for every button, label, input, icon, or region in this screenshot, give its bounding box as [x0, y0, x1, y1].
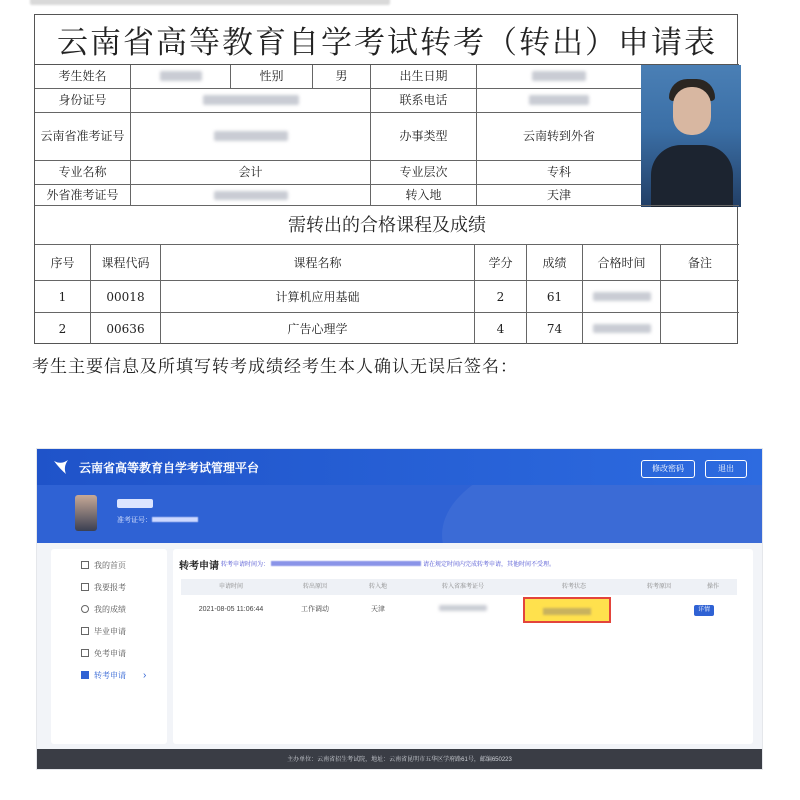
value-major-name: 会计	[131, 161, 371, 184]
course-header-pass-time: 合格时间	[583, 245, 661, 280]
col-apply-time: 申请时间	[218, 584, 243, 590]
form-row-id	[35, 89, 641, 113]
details-button[interactable]: 详情	[694, 605, 714, 616]
label-name: 考生姓名	[35, 65, 131, 88]
main-panel	[173, 549, 753, 744]
label-affair-type: 办事类型	[371, 113, 477, 160]
cropped-caption-fragment	[30, 0, 390, 10]
col-transfer-reason: 转考原因	[646, 584, 671, 590]
label-gender: 性别	[231, 65, 313, 88]
value-transfer-to: 天津	[546, 188, 571, 202]
course-header-name: 课程名称	[161, 245, 475, 280]
transfer-notice: 转考申请时间为： 请在规定时间内完成转考申请，其他时间不受理。	[221, 562, 556, 568]
site-title: 云南省高等教育自学考试管理平台	[79, 461, 260, 475]
transfer-application-form	[34, 14, 738, 344]
sidebar-item-exemption[interactable]: 免考申请	[51, 643, 167, 665]
page-title: 转考申请	[179, 561, 219, 572]
course-credit: 2	[475, 281, 527, 312]
sidebar-menu	[51, 549, 167, 744]
course-credit: 4	[475, 313, 527, 344]
form-row-name	[35, 65, 641, 89]
cell-destination: 天津	[371, 606, 385, 613]
register-icon	[81, 583, 89, 591]
value-yn-exam-no	[131, 113, 371, 160]
sidebar-item-scores[interactable]: 我的成绩	[51, 599, 167, 621]
value-phone	[477, 89, 641, 112]
course-code: 00636	[91, 313, 161, 344]
courses-section-title: 需转出的合格课程及成绩	[35, 205, 739, 245]
chevron-right-icon: ›	[143, 670, 147, 681]
logout-button[interactable]: 退出	[705, 460, 747, 478]
col-destination-exam-no: 转入省准考证号	[441, 584, 484, 590]
exemption-icon	[81, 649, 89, 657]
form-row-other-exam-no	[35, 185, 641, 205]
course-remark	[661, 313, 739, 344]
label-major-level: 专业层次	[371, 161, 477, 184]
profile-exam-no: 准考证号：	[117, 515, 198, 525]
label-phone: 联系电话	[371, 89, 477, 112]
course-header-code: 课程代码	[91, 245, 161, 280]
value-other-exam-no	[131, 185, 371, 205]
change-password-button[interactable]: 修改密码	[641, 460, 695, 478]
course-name: 广告心理学	[161, 313, 475, 344]
course-name: 计算机应用基础	[161, 281, 475, 312]
course-code: 00018	[91, 281, 161, 312]
table-row	[181, 599, 737, 621]
course-header-credit: 学分	[475, 245, 527, 280]
applicant-photo	[641, 65, 741, 207]
value-affair-type: 云南转到外省	[522, 129, 595, 143]
cell-reason: 工作调动	[301, 606, 329, 613]
course-header-score: 成绩	[527, 245, 583, 280]
course-score: 61	[527, 281, 583, 312]
top-navbar	[37, 449, 762, 485]
course-no: 2	[35, 313, 91, 344]
sidebar-item-graduation[interactable]: 毕业申请	[51, 621, 167, 643]
col-action: 操作	[706, 584, 719, 590]
course-pass-time	[583, 281, 661, 312]
avatar	[75, 495, 97, 531]
course-row	[35, 313, 739, 344]
profile-name-masked	[117, 499, 153, 508]
label-yn-exam-no: 云南省准考证号	[35, 113, 131, 160]
course-header-row	[35, 245, 739, 281]
value-id-number	[131, 89, 371, 112]
form-row-exam-no	[35, 113, 641, 161]
platform-logo-icon	[51, 457, 71, 477]
course-header-no: 序号	[35, 245, 91, 280]
value-birth	[477, 65, 641, 88]
course-no: 1	[35, 281, 91, 312]
transfer-status-highlight	[523, 597, 611, 623]
cell-destination-exam-no	[407, 599, 519, 621]
profile-banner	[37, 485, 762, 543]
sidebar-item-transfer[interactable]: 转考申请 ›	[51, 665, 167, 687]
home-icon	[81, 561, 89, 569]
course-remark	[661, 281, 739, 312]
exam-platform-screenshot	[36, 448, 763, 770]
course-score: 74	[527, 313, 583, 344]
sidebar-item-register[interactable]: 我要报考	[51, 577, 167, 599]
transfer-icon	[81, 671, 89, 679]
col-destination: 转入地	[368, 584, 387, 590]
value-gender: 男	[313, 65, 371, 88]
col-reason: 转出原因	[302, 584, 327, 590]
form-title: 云南省高等教育自学考试转考（转出）申请表	[35, 15, 739, 65]
label-other-exam-no: 外省准考证号	[35, 185, 131, 205]
label-birth: 出生日期	[371, 65, 477, 88]
footer: 主办单位：云南省招生考试院，地址：云南省昆明市五华区学府路61号，邮编650223	[37, 749, 762, 770]
course-row	[35, 281, 739, 313]
table-header	[181, 579, 737, 595]
value-name	[131, 65, 231, 88]
graduation-icon	[81, 627, 89, 635]
course-header-remark: 备注	[687, 256, 712, 270]
sidebar-item-home[interactable]: 我的首页	[51, 555, 167, 577]
form-row-major	[35, 161, 641, 185]
label-transfer-to: 转入地	[371, 185, 477, 205]
signature-note: 考生主要信息及所填写转考成绩经考生本人确认无误后签名：	[32, 357, 518, 377]
value-major-level: 专科	[546, 165, 571, 179]
col-status: 转考状态	[561, 584, 586, 590]
cell-apply-time: 2021-08-05 11:06:44	[198, 606, 264, 613]
user-icon	[81, 605, 89, 613]
label-major-name: 专业名称	[35, 161, 131, 184]
course-pass-time	[583, 313, 661, 344]
label-id-number: 身份证号	[35, 89, 131, 112]
